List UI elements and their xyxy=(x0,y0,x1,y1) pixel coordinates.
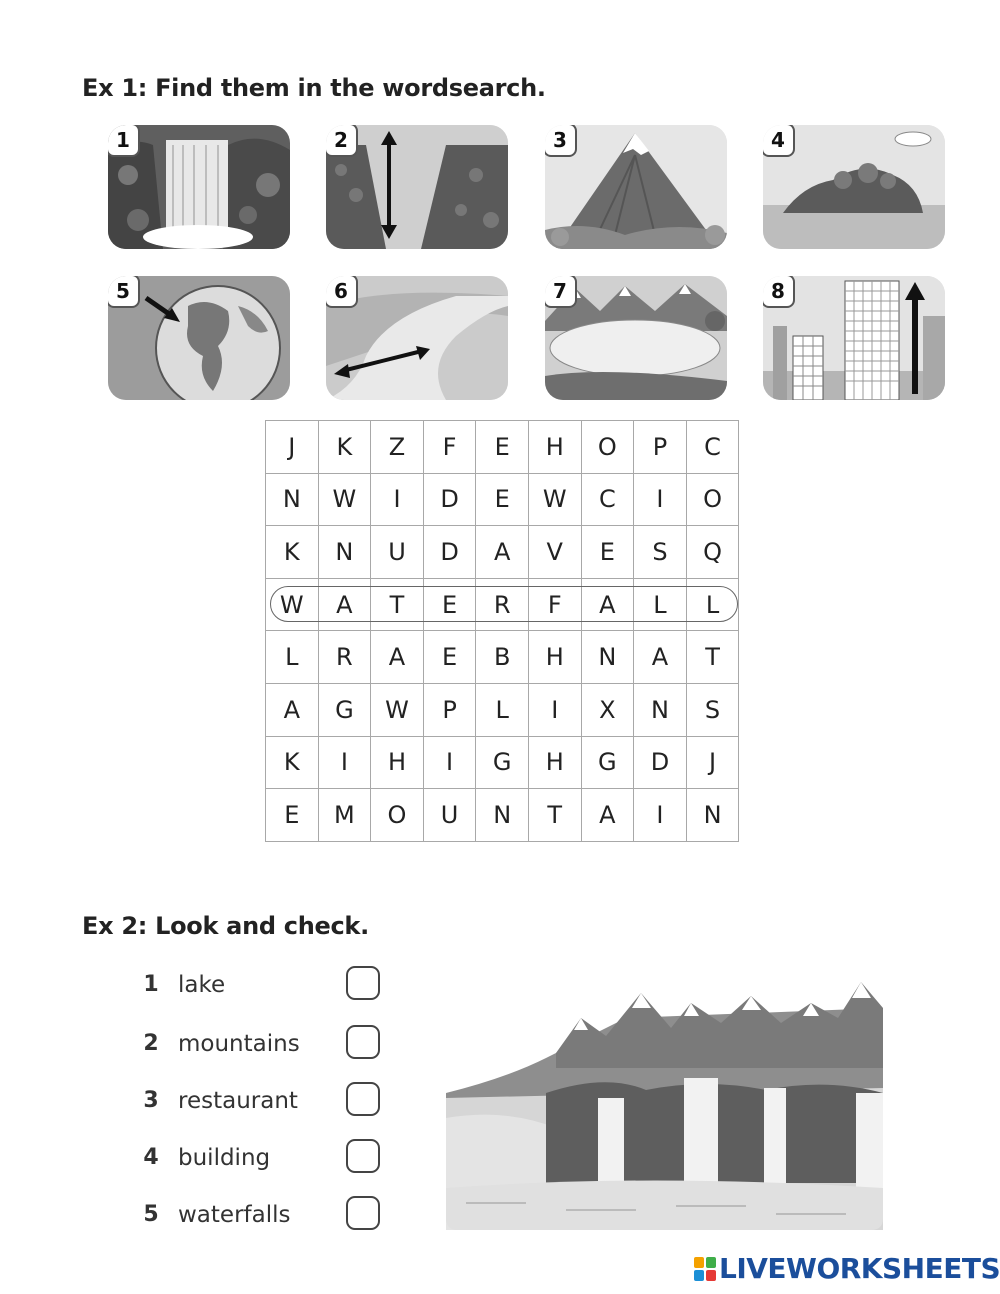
liveworksheets-logo-icon xyxy=(694,1257,716,1281)
wordsearch-cell[interactable]: N xyxy=(266,473,319,526)
wordsearch-cell[interactable]: S xyxy=(634,526,687,579)
wordsearch-row xyxy=(266,473,739,526)
check-box-mountains[interactable] xyxy=(346,1025,380,1059)
wordsearch-cell[interactable]: K xyxy=(266,526,319,579)
wordsearch-cell[interactable]: E xyxy=(423,631,476,684)
wordsearch-cell[interactable]: W xyxy=(528,473,581,526)
wordsearch-cell[interactable]: N xyxy=(318,526,371,579)
wordsearch-row xyxy=(266,421,739,474)
picture-1 xyxy=(108,125,290,249)
wordsearch-cell[interactable]: A xyxy=(318,578,371,631)
wordsearch-cell[interactable]: L xyxy=(686,578,739,631)
wordsearch-cell[interactable]: V xyxy=(528,526,581,579)
check-item-number: 5 xyxy=(143,1202,159,1227)
wordsearch-cell[interactable]: I xyxy=(634,789,687,842)
wordsearch-cell[interactable]: E xyxy=(581,526,634,579)
wordsearch-cell[interactable]: H xyxy=(528,421,581,474)
wordsearch-cell[interactable]: P xyxy=(634,421,687,474)
check-item-word: building xyxy=(178,1145,271,1171)
check-item-lake xyxy=(140,966,390,1006)
check-item-word: lake xyxy=(178,972,226,998)
wordsearch-cell[interactable]: A xyxy=(634,631,687,684)
check-item-word: restaurant xyxy=(178,1088,298,1114)
check-box-lake[interactable] xyxy=(346,966,380,1000)
wordsearch-cell[interactable]: G xyxy=(581,736,634,789)
check-item-waterfalls xyxy=(140,1196,390,1236)
picture-4 xyxy=(763,125,945,249)
wordsearch-cell[interactable]: I xyxy=(318,736,371,789)
check-item-building xyxy=(140,1139,390,1179)
picture-number: 7 xyxy=(545,276,577,308)
wordsearch-cell[interactable]: T xyxy=(371,578,424,631)
picture-number: 8 xyxy=(763,276,795,308)
wordsearch-cell[interactable]: A xyxy=(266,683,319,736)
wordsearch-cell[interactable]: U xyxy=(371,526,424,579)
liveworksheets-logo xyxy=(694,1252,1000,1285)
wordsearch-cell[interactable]: N xyxy=(686,789,739,842)
wordsearch-cell[interactable]: F xyxy=(423,421,476,474)
picture-number: 6 xyxy=(326,276,358,308)
wordsearch-cell[interactable]: A xyxy=(476,526,529,579)
check-box-building[interactable] xyxy=(346,1139,380,1173)
check-item-number: 2 xyxy=(143,1031,159,1056)
wordsearch-cell[interactable]: H xyxy=(528,736,581,789)
wordsearch-cell[interactable]: Z xyxy=(371,421,424,474)
wordsearch-cell[interactable]: L xyxy=(476,683,529,736)
wordsearch-cell[interactable]: P xyxy=(423,683,476,736)
wordsearch-row xyxy=(266,578,739,631)
wordsearch-cell[interactable]: O xyxy=(581,421,634,474)
wordsearch-cell[interactable]: R xyxy=(476,578,529,631)
wordsearch-row xyxy=(266,789,739,842)
wordsearch-cell[interactable]: T xyxy=(686,631,739,684)
check-item-number: 3 xyxy=(143,1088,159,1113)
wordsearch-cell[interactable]: A xyxy=(371,631,424,684)
wordsearch-cell[interactable]: R xyxy=(318,631,371,684)
wordsearch-cell[interactable]: D xyxy=(423,526,476,579)
wordsearch-cell[interactable]: U xyxy=(423,789,476,842)
check-box-waterfalls[interactable] xyxy=(346,1196,380,1230)
wordsearch-cell[interactable]: C xyxy=(686,421,739,474)
wordsearch-cell[interactable]: I xyxy=(634,473,687,526)
wordsearch-cell[interactable]: J xyxy=(266,421,319,474)
wordsearch-cell[interactable]: W xyxy=(318,473,371,526)
check-item-word: mountains xyxy=(178,1031,300,1057)
wordsearch-cell[interactable]: D xyxy=(423,473,476,526)
wordsearch-cell[interactable]: M xyxy=(318,789,371,842)
wordsearch-cell[interactable]: Q xyxy=(686,526,739,579)
check-box-restaurant[interactable] xyxy=(346,1082,380,1116)
wordsearch-cell[interactable]: K xyxy=(318,421,371,474)
check-item-word: waterfalls xyxy=(178,1202,291,1228)
picture-number: 4 xyxy=(763,125,795,157)
wordsearch-cell[interactable]: I xyxy=(528,683,581,736)
wordsearch-cell[interactable]: A xyxy=(581,789,634,842)
check-item-restaurant xyxy=(140,1082,390,1122)
wordsearch-cell[interactable]: C xyxy=(581,473,634,526)
picture-number: 5 xyxy=(108,276,140,308)
picture-8 xyxy=(763,276,945,400)
wordsearch-grid xyxy=(265,420,739,842)
wordsearch-cell[interactable]: O xyxy=(371,789,424,842)
wordsearch-cell[interactable]: L xyxy=(634,578,687,631)
ex1-title: Ex 1: Find them in the wordsearch. xyxy=(82,74,546,102)
wordsearch-cell[interactable]: A xyxy=(581,578,634,631)
wordsearch-cell[interactable]: T xyxy=(528,789,581,842)
wordsearch-cell[interactable]: G xyxy=(318,683,371,736)
wordsearch-cell[interactable]: E xyxy=(476,421,529,474)
check-item-number: 4 xyxy=(143,1145,159,1170)
picture-2 xyxy=(326,125,508,249)
wordsearch-row xyxy=(266,526,739,579)
wordsearch-cell[interactable]: G xyxy=(476,736,529,789)
wordsearch-cell[interactable]: E xyxy=(476,473,529,526)
picture-7 xyxy=(545,276,727,400)
wordsearch-cell[interactable]: H xyxy=(371,736,424,789)
check-item-mountains xyxy=(140,1025,390,1065)
wordsearch-cell[interactable]: F xyxy=(528,578,581,631)
picture-number: 3 xyxy=(545,125,577,157)
picture-number: 1 xyxy=(108,125,140,157)
picture-number: 2 xyxy=(326,125,358,157)
wordsearch-cell[interactable]: E xyxy=(266,789,319,842)
picture-3 xyxy=(545,125,727,249)
wordsearch-cell[interactable]: I xyxy=(423,736,476,789)
wordsearch-row xyxy=(266,631,739,684)
wordsearch-cell[interactable]: I xyxy=(371,473,424,526)
brand-name: LIVEWORKSHEETS xyxy=(719,1252,1000,1285)
check-item-number: 1 xyxy=(143,972,159,997)
wordsearch-cell[interactable]: S xyxy=(686,683,739,736)
wordsearch-row xyxy=(266,736,739,789)
wordsearch-cell[interactable]: E xyxy=(423,578,476,631)
wordsearch-cell[interactable]: O xyxy=(686,473,739,526)
picture-6 xyxy=(326,276,508,400)
wordsearch-cell[interactable]: L xyxy=(266,631,319,684)
mountains-waterfalls-illustration xyxy=(446,978,883,1230)
wordsearch-cell[interactable]: N xyxy=(634,683,687,736)
wordsearch-cell[interactable]: N xyxy=(581,631,634,684)
wordsearch-cell[interactable]: W xyxy=(371,683,424,736)
ex2-title: Ex 2: Look and check. xyxy=(82,912,369,940)
picture-5 xyxy=(108,276,290,400)
wordsearch-cell[interactable]: K xyxy=(266,736,319,789)
wordsearch-cell[interactable]: X xyxy=(581,683,634,736)
wordsearch-cell[interactable]: J xyxy=(686,736,739,789)
wordsearch-cell[interactable]: B xyxy=(476,631,529,684)
wordsearch-cell[interactable]: W xyxy=(266,578,319,631)
wordsearch-row xyxy=(266,683,739,736)
wordsearch-cell[interactable]: H xyxy=(528,631,581,684)
wordsearch-cell[interactable]: D xyxy=(634,736,687,789)
wordsearch-cell[interactable]: N xyxy=(476,789,529,842)
